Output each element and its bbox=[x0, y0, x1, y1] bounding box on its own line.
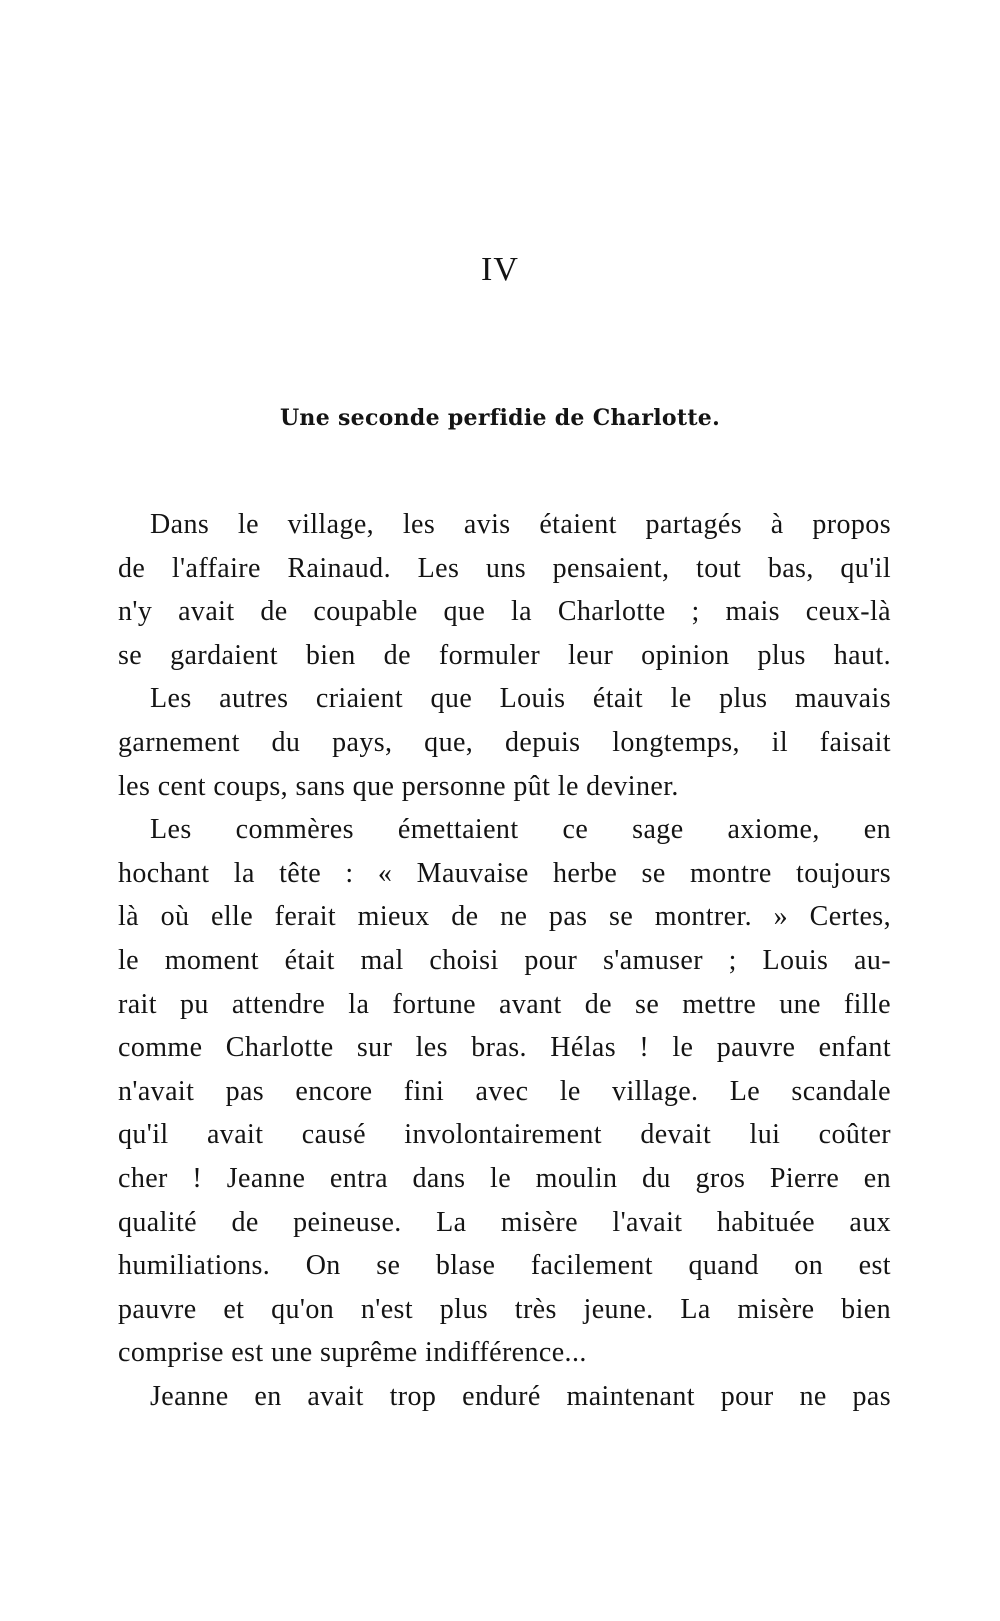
body-text bbox=[118, 503, 891, 1418]
text-line: comprise est une suprême indifférence... bbox=[118, 1337, 587, 1369]
text-line: comme Charlotte sur les bras. Hélas ! le pauvre enfant bbox=[118, 1032, 891, 1064]
text-line: n'y avait de coupable que la Charlotte ; mais ceux-là bbox=[118, 596, 891, 628]
text-line: rait pu attendre la fortune avant de se mettre une fille bbox=[118, 988, 891, 1020]
text-line: hochant la tête : « Mauvaise herbe se montre toujours bbox=[118, 857, 891, 889]
text-line: humiliations. On se blase facilement quand on est bbox=[118, 1250, 891, 1282]
chapter-number: IV bbox=[481, 251, 519, 288]
chapter-title: Une seconde perfidie de Charlotte. bbox=[279, 405, 721, 431]
text-line: garnement du pays, que, depuis longtemps, il faisait bbox=[118, 726, 891, 758]
text-line: qualité de peineuse. La misère l'avait habituée aux bbox=[118, 1206, 891, 1238]
text-line: Les commères émettaient ce sage axiome, en bbox=[150, 814, 891, 846]
text-line: cher ! Jeanne entra dans le moulin du gros Pierre en bbox=[118, 1162, 891, 1194]
text-line: les cent coups, sans que personne pût le deviner. bbox=[118, 770, 679, 802]
text-line: qu'il avait causé involontairement devait lui coûter bbox=[118, 1119, 891, 1151]
text-line: le moment était mal choisi pour s'amuser ; Louis au- bbox=[118, 944, 891, 976]
text-line: Jeanne en avait trop enduré maintenant pour ne pas bbox=[150, 1380, 891, 1412]
text-line: Les autres criaient que Louis était le plus mauvais bbox=[150, 683, 891, 715]
text-line: de l'affaire Rainaud. Les uns pensaient, tout bas, qu'il bbox=[118, 552, 891, 584]
text-line: n'avait pas encore fini avec le village. Le scandale bbox=[118, 1075, 891, 1107]
text-line: Dans le village, les avis étaient partagés à propos bbox=[150, 509, 891, 540]
text-line: se gardaient bien de formuler leur opinion plus haut. bbox=[118, 639, 891, 671]
text-line: là où elle ferait mieux de ne pas se montrer. » Certes, bbox=[118, 901, 891, 933]
text-line: pauvre et qu'on n'est plus très jeune. La misère bien bbox=[118, 1293, 891, 1325]
